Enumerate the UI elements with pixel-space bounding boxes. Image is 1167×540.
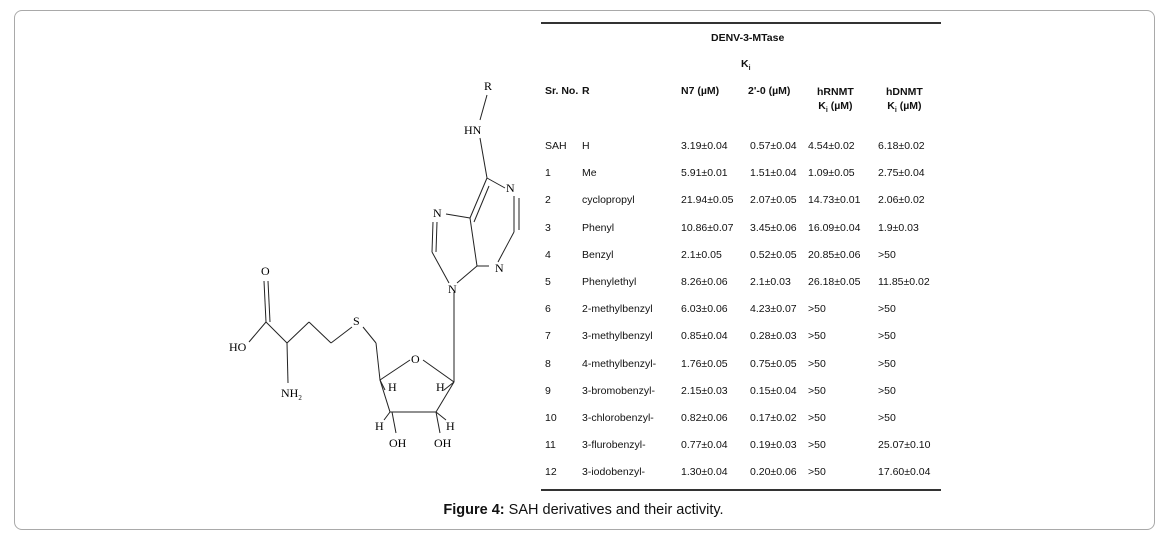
atom-label-oh-c2: OH [434,436,452,450]
atom-label-n9: N [448,282,457,296]
cell-hrnmt: 26.18±0.05 [808,276,861,288]
table-row [541,330,941,348]
cell-hrnmt: 1.09±0.05 [808,167,855,180]
cell-srno: 10 [545,412,557,424]
structure-bonds [249,95,519,433]
cell-hdnmt: 6.18±0.02 [878,140,925,152]
cell-hrnmt: >50 [808,412,826,424]
atom-label-hn: HN [464,123,482,137]
cell-2o: 0.28±0.03 [750,330,797,343]
cell-hrnmt: >50 [808,330,826,343]
cell-hdnmt: 11.85±0.02 [878,276,930,288]
table-row [541,358,941,376]
cell-hrnmt: 4.54±0.02 [808,140,855,152]
cell-srno: 12 [545,466,557,479]
cell-srno: 3 [545,221,551,234]
hrnmt-line1: hRNMT [817,86,854,98]
table-row [541,385,941,403]
caption-text: SAH derivatives and their activity. [504,502,724,518]
table-row [541,439,941,457]
cell-n7: 2.15±0.03 [681,384,728,397]
cell-srno: 11 [545,439,556,452]
cell-r: 3-chlorobenzyl- [582,412,654,424]
atom-label-n7: N [433,206,442,220]
cell-n7: 2.1±0.05 [681,248,722,261]
table-row [541,249,941,267]
cell-srno: 2 [545,194,551,207]
hdnmt-line2: $K_i$ (µM) [887,100,922,115]
table-row [541,140,941,158]
cell-r: Me [582,167,597,180]
group-header: DENV-3-MTase [711,32,785,44]
cell-n7: 21.94±0.05 [681,194,734,207]
cell-2o: 0.20±0.06 [750,466,797,479]
cell-hdnmt: >50 [878,330,896,343]
cell-hdnmt: >50 [878,248,896,261]
cell-srno: 6 [545,303,551,316]
atom-label-h-c3: H [375,419,384,433]
cell-srno: 1 [545,167,551,180]
cell-hdnmt: 25.07±0.10 [878,439,931,452]
cell-n7: 8.26±0.06 [681,276,728,288]
table-row [541,194,941,212]
cell-srno: 4 [545,248,551,261]
cell-2o: 0.15±0.04 [750,384,797,397]
cell-r: Phenylethyl [582,276,637,288]
activity-table [541,22,941,492]
atom-label-o-carbonyl: O [261,264,270,278]
cell-hrnmt: >50 [808,357,826,370]
cell-hrnmt: 14.73±0.01 [808,194,861,207]
cell-2o: 0.52±0.05 [750,248,797,261]
cell-hrnmt: >50 [808,303,826,316]
cell-hdnmt: >50 [878,357,896,370]
atom-label-s: S [353,314,360,328]
table-bottom-rule [541,489,941,491]
cell-r: 3-methylbenzyl [582,330,653,343]
cell-n7: 0.82±0.06 [681,412,728,424]
cell-2o: 2.1±0.03 [750,276,791,288]
cell-n7: 10.86±0.07 [681,221,734,234]
column-header-n7: N7 (µM) [681,85,720,97]
table-row [541,466,941,484]
column-header-hdnmt [886,85,923,118]
cell-r: cyclopropyl [582,194,635,207]
table-row [541,412,941,430]
table-row [541,222,941,240]
cell-hrnmt: 16.09±0.04 [808,221,861,234]
ki-header: $K_i$ [741,58,751,73]
atom-label-ho: HO [229,340,247,354]
cell-r: Benzyl [582,248,614,261]
column-header-2o: 2'-0 (µM) [748,85,791,97]
cell-2o: 2.07±0.05 [750,194,797,207]
atom-label-nh2: $NH_2$ [281,386,302,402]
cell-hdnmt: >50 [878,412,896,424]
cell-n7: 0.77±0.04 [681,439,728,452]
cell-n7: 6.03±0.06 [681,303,728,316]
atom-label-n3: N [495,261,504,275]
cell-2o: 0.57±0.04 [750,140,797,152]
cell-hdnmt: 17.60±0.04 [878,466,931,479]
cell-srno: 7 [545,330,551,343]
atom-label-oh-c3: OH [389,436,407,450]
cell-hdnmt: 2.06±0.02 [878,194,925,207]
cell-r: 3-flurobenzyl- [582,439,646,452]
cell-srno: 8 [545,357,551,370]
cell-hdnmt: >50 [878,303,896,316]
cell-n7: 1.76±0.05 [681,357,728,370]
column-header-srno: Sr. No. [545,85,579,97]
cell-r: 3-iodobenzyl- [582,466,646,479]
table-row [541,276,941,294]
atom-label-h-c1: H [436,380,445,394]
cell-r: H [582,140,590,152]
cell-n7: 0.85±0.04 [681,330,728,343]
column-header-hrnmt [817,85,854,118]
cell-r: 2-methylbenzyl [582,303,653,316]
cell-srno: SAH [545,140,567,152]
cell-n7: 5.91±0.01 [681,167,728,180]
atom-label-h-c4: H [388,380,397,394]
cell-hrnmt: 20.85±0.06 [808,248,861,261]
cell-2o: 1.51±0.04 [750,167,797,180]
cell-hdnmt: 2.75±0.04 [878,167,925,180]
cell-2o: 0.75±0.05 [750,357,797,370]
cell-srno: 9 [545,384,551,397]
caption-label: Figure 4: [443,502,505,518]
cell-hdnmt: 1.9±0.03 [878,221,919,234]
hdnmt-line1: hDNMT [886,86,923,98]
cell-2o: 0.17±0.02 [750,412,797,424]
table-row [541,167,941,185]
cell-2o: 3.45±0.06 [750,221,797,234]
cell-srno: 5 [545,276,551,288]
cell-r: 4-methylbenzyl- [582,357,657,370]
cell-hrnmt: >50 [808,466,826,479]
cell-r: Phenyl [582,221,615,234]
atom-label-o-ring: O [411,352,420,366]
column-header-r: R [582,85,590,97]
table-row [541,303,941,321]
cell-hrnmt: >50 [808,384,826,397]
cell-n7: 3.19±0.04 [681,140,728,152]
cell-hdnmt: >50 [878,384,896,397]
atom-label-n1: N [506,181,515,195]
cell-hrnmt: >50 [808,439,826,452]
structure-labels [229,79,515,450]
atom-label-r: R [484,79,493,93]
cell-2o: 0.19±0.03 [750,439,797,452]
cell-r: 3-bromobenzyl- [582,384,655,397]
cell-2o: 4.23±0.07 [750,303,797,316]
cell-n7: 1.30±0.04 [681,466,728,479]
hrnmt-line2: $K_i$ (µM) [818,100,853,115]
table-top-rule [541,22,941,24]
figure-caption [0,502,1167,518]
atom-label-h-c2: H [446,419,455,433]
